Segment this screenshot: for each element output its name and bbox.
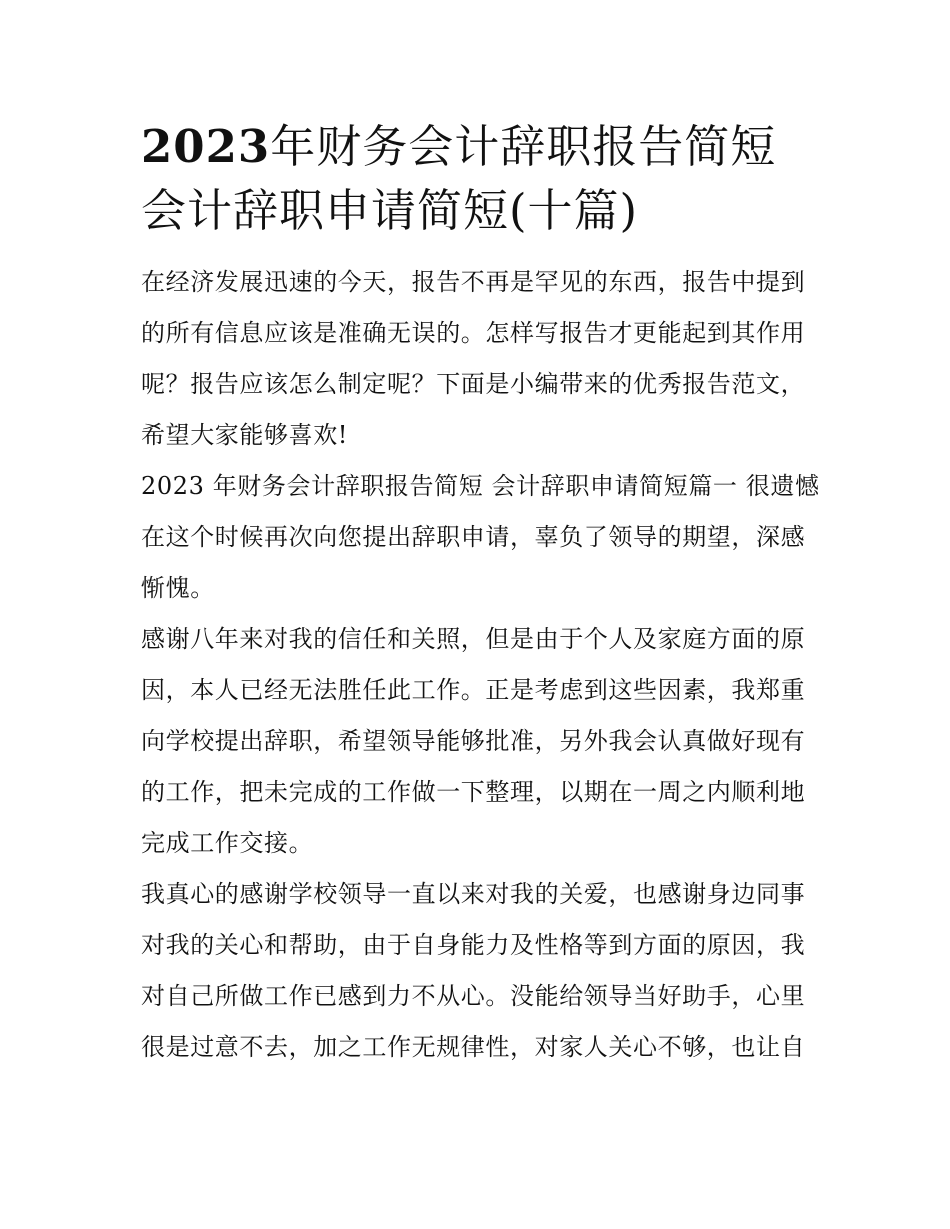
text-line: 向学校提出辞职，希望领导能够批准，另外我会认真做好现有 [141,727,806,755]
text-line: 完成工作交接。 [141,829,314,857]
paragraph-section-one [141,461,821,614]
text-line: 的所有信息应该是准确无误的。怎样写报告才更能起到其作用 [141,319,806,347]
text-line: 我真心的感谢学校领导一直以来对我的关爱，也感谢身边同事 [141,880,806,908]
text-line: 2023 年财务会计辞职报告简短 会计辞职申请简短篇一 很遗憾 [141,472,820,500]
text-line: 感谢八年来对我的信任和关照，但是由于个人及家庭方面的原 [141,625,806,653]
title-line-2: 会计辞职申请简短(十篇) [141,184,639,237]
text-line: 因，本人已经无法胜任此工作。正是考虑到这些因素，我郑重 [141,676,806,704]
text-line: 呢？报告应该怎么制定呢？下面是小编带来的优秀报告范文， [141,370,806,398]
title-year: 2023 [141,120,271,173]
text-line: 对自己所做工作已感到力不从心。没能给领导当好助手，心里 [141,982,806,1010]
paragraph-intro [141,257,821,461]
text-line: 很是过意不去，加之工作无规律性，对家人关心不够，也让自 [141,1033,806,1061]
document-page [141,115,821,1073]
text-line: 惭愧。 [141,574,215,602]
text-line: 在这个时候再次向您提出辞职申请，辜负了领导的期望，深感 [141,523,806,551]
paragraph-gratitude [141,614,821,869]
text-line: 希望大家能够喜欢! [141,421,349,449]
title-line-1-text: 年财务会计辞职报告简短 [270,120,777,173]
document-title [141,115,821,243]
text-line: 在经济发展迅速的今天，报告不再是罕见的东西，报告中提到 [141,268,806,296]
document-body [141,257,821,1073]
title-line-1 [141,115,821,179]
text-line: 对我的关心和帮助，由于自身能力及性格等到方面的原因，我 [141,931,806,959]
paragraph-thanks [141,869,821,1073]
text-line: 的工作，把未完成的工作做一下整理，以期在一周之内顺利地 [141,778,806,806]
